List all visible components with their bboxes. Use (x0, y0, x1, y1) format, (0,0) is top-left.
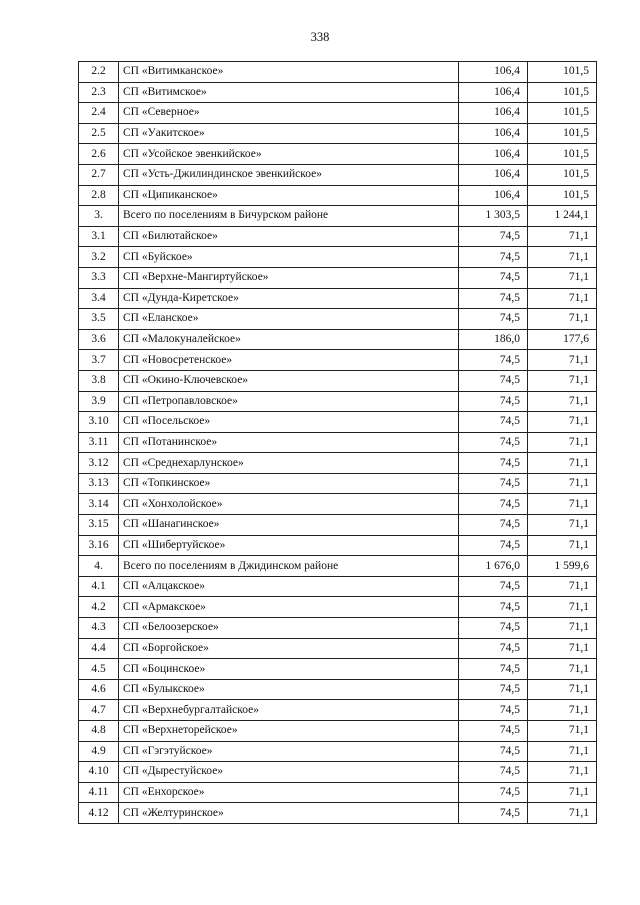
value-1-cell: 74,5 (459, 741, 528, 762)
table-row (79, 638, 597, 659)
table-row (79, 803, 597, 824)
value-1-cell: 106,4 (459, 62, 528, 83)
value-2-cell: 71,1 (528, 535, 597, 556)
row-number-cell: 3.4 (79, 288, 119, 309)
value-2-cell: 71,1 (528, 782, 597, 803)
settlements-table (78, 61, 597, 824)
row-number-cell: 4. (79, 556, 119, 577)
value-2-cell: 71,1 (528, 803, 597, 824)
value-2-cell: 71,1 (528, 453, 597, 474)
row-number-cell: 4.2 (79, 597, 119, 618)
value-2-cell: 71,1 (528, 597, 597, 618)
value-1-cell: 74,5 (459, 803, 528, 824)
settlement-name-cell: СП «Витимканское» (119, 62, 459, 83)
value-1-cell: 74,5 (459, 618, 528, 639)
settlement-name-cell: СП «Усойское эвенкийское» (119, 144, 459, 165)
table-row (79, 288, 597, 309)
table-row (79, 679, 597, 700)
value-2-cell: 1 244,1 (528, 206, 597, 227)
row-number-cell: 2.2 (79, 62, 119, 83)
row-number-cell: 3.7 (79, 350, 119, 371)
table-row (79, 741, 597, 762)
value-1-cell: 74,5 (459, 473, 528, 494)
row-number-cell: 4.3 (79, 618, 119, 639)
settlement-name-cell: СП «Ципиканское» (119, 185, 459, 206)
settlement-name-cell: СП «Новосретенское» (119, 350, 459, 371)
value-2-cell: 71,1 (528, 494, 597, 515)
value-2-cell: 177,6 (528, 329, 597, 350)
value-1-cell: 74,5 (459, 782, 528, 803)
row-number-cell: 3.2 (79, 247, 119, 268)
settlement-name-cell: СП «Шибертуйское» (119, 535, 459, 556)
settlement-name-cell: СП «Дунда-Киретское» (119, 288, 459, 309)
value-1-cell: 74,5 (459, 679, 528, 700)
table-row (79, 473, 597, 494)
row-number-cell: 2.8 (79, 185, 119, 206)
table-row (79, 247, 597, 268)
table-row (79, 700, 597, 721)
table-row (79, 267, 597, 288)
value-2-cell: 101,5 (528, 103, 597, 124)
table-row (79, 123, 597, 144)
settlement-name-cell: Всего по поселениям в Бичурском районе (119, 206, 459, 227)
value-2-cell: 71,1 (528, 309, 597, 330)
settlement-name-cell: СП «Посельское» (119, 412, 459, 433)
row-number-cell: 3.10 (79, 412, 119, 433)
row-number-cell: 3.6 (79, 329, 119, 350)
row-number-cell: 2.3 (79, 82, 119, 103)
table-row (79, 659, 597, 680)
row-number-cell: 4.1 (79, 576, 119, 597)
row-number-cell: 4.8 (79, 721, 119, 742)
value-1-cell: 106,4 (459, 103, 528, 124)
row-number-cell: 4.10 (79, 762, 119, 783)
table-row (79, 144, 597, 165)
row-number-cell: 4.12 (79, 803, 119, 824)
row-number-cell: 2.5 (79, 123, 119, 144)
table-row (79, 515, 597, 536)
value-1-cell: 1 676,0 (459, 556, 528, 577)
table-row (79, 226, 597, 247)
value-2-cell: 71,1 (528, 638, 597, 659)
value-1-cell: 186,0 (459, 329, 528, 350)
table-row (79, 82, 597, 103)
value-1-cell: 74,5 (459, 288, 528, 309)
row-number-cell: 3.13 (79, 473, 119, 494)
value-2-cell: 71,1 (528, 391, 597, 412)
settlement-name-cell: СП «Булыкское» (119, 679, 459, 700)
table-row (79, 309, 597, 330)
value-1-cell: 74,5 (459, 267, 528, 288)
value-2-cell: 101,5 (528, 62, 597, 83)
table-row (79, 164, 597, 185)
value-1-cell: 74,5 (459, 576, 528, 597)
table-row (79, 370, 597, 391)
value-2-cell: 1 599,6 (528, 556, 597, 577)
value-1-cell: 74,5 (459, 370, 528, 391)
settlement-name-cell: СП «Билютайское» (119, 226, 459, 247)
row-number-cell: 2.6 (79, 144, 119, 165)
row-number-cell: 4.7 (79, 700, 119, 721)
table-row (79, 185, 597, 206)
value-2-cell: 101,5 (528, 185, 597, 206)
value-2-cell: 101,5 (528, 144, 597, 165)
settlement-name-cell: СП «Белоозерское» (119, 618, 459, 639)
settlement-name-cell: СП «Гэгэтуйское» (119, 741, 459, 762)
settlement-name-cell: СП «Хонхолойское» (119, 494, 459, 515)
table-row (79, 103, 597, 124)
value-2-cell: 71,1 (528, 741, 597, 762)
value-2-cell: 71,1 (528, 515, 597, 536)
settlement-name-cell: СП «Шанагинское» (119, 515, 459, 536)
value-2-cell: 101,5 (528, 123, 597, 144)
value-1-cell: 74,5 (459, 535, 528, 556)
value-2-cell: 71,1 (528, 267, 597, 288)
value-2-cell: 101,5 (528, 164, 597, 185)
table-row (79, 206, 597, 227)
value-1-cell: 74,5 (459, 700, 528, 721)
value-2-cell: 71,1 (528, 659, 597, 680)
value-2-cell: 71,1 (528, 700, 597, 721)
row-number-cell: 2.7 (79, 164, 119, 185)
value-1-cell: 74,5 (459, 309, 528, 330)
value-2-cell: 71,1 (528, 226, 597, 247)
table-row (79, 329, 597, 350)
table-row (79, 597, 597, 618)
value-2-cell: 71,1 (528, 370, 597, 391)
settlement-name-cell: СП «Среднехарлунское» (119, 453, 459, 474)
settlement-name-cell: СП «Уакитское» (119, 123, 459, 144)
table-row (79, 535, 597, 556)
value-1-cell: 74,5 (459, 515, 528, 536)
row-number-cell: 3.14 (79, 494, 119, 515)
table-row (79, 453, 597, 474)
value-2-cell: 71,1 (528, 762, 597, 783)
table-row (79, 350, 597, 371)
row-number-cell: 4.9 (79, 741, 119, 762)
table-row (79, 412, 597, 433)
value-1-cell: 74,5 (459, 762, 528, 783)
table-row (79, 556, 597, 577)
value-2-cell: 101,5 (528, 82, 597, 103)
value-1-cell: 74,5 (459, 494, 528, 515)
row-number-cell: 3.5 (79, 309, 119, 330)
settlement-name-cell: СП «Армакское» (119, 597, 459, 618)
table-row (79, 432, 597, 453)
value-2-cell: 71,1 (528, 247, 597, 268)
settlement-name-cell: СП «Усть-Джилиндинское эвенкийское» (119, 164, 459, 185)
row-number-cell: 3.3 (79, 267, 119, 288)
settlement-name-cell: СП «Потанинское» (119, 432, 459, 453)
page-number: 338 (310, 30, 330, 44)
row-number-cell: 3.1 (79, 226, 119, 247)
row-number-cell: 4.6 (79, 679, 119, 700)
settlement-name-cell: СП «Верхне-Мангиртуйское» (119, 267, 459, 288)
value-1-cell: 74,5 (459, 638, 528, 659)
value-2-cell: 71,1 (528, 473, 597, 494)
value-1-cell: 106,4 (459, 185, 528, 206)
row-number-cell: 3.11 (79, 432, 119, 453)
value-1-cell: 74,5 (459, 659, 528, 680)
value-1-cell: 74,5 (459, 391, 528, 412)
value-1-cell: 74,5 (459, 432, 528, 453)
settlement-name-cell: СП «Желтуринское» (119, 803, 459, 824)
settlement-name-cell: СП «Буйское» (119, 247, 459, 268)
table-row (79, 391, 597, 412)
settlement-name-cell: СП «Топкинское» (119, 473, 459, 494)
table-row (79, 721, 597, 742)
value-1-cell: 74,5 (459, 412, 528, 433)
row-number-cell: 4.5 (79, 659, 119, 680)
table-row (79, 62, 597, 83)
settlement-name-cell: СП «Боцинское» (119, 659, 459, 680)
value-2-cell: 71,1 (528, 679, 597, 700)
value-2-cell: 71,1 (528, 288, 597, 309)
value-1-cell: 74,5 (459, 597, 528, 618)
value-2-cell: 71,1 (528, 432, 597, 453)
row-number-cell: 3. (79, 206, 119, 227)
settlement-name-cell: СП «Верхнебургалтайское» (119, 700, 459, 721)
row-number-cell: 3.12 (79, 453, 119, 474)
value-1-cell: 74,5 (459, 247, 528, 268)
table-row (79, 782, 597, 803)
value-1-cell: 106,4 (459, 144, 528, 165)
settlement-name-cell: СП «Верхнеторейское» (119, 721, 459, 742)
value-1-cell: 74,5 (459, 453, 528, 474)
settlement-name-cell: СП «Витимское» (119, 82, 459, 103)
settlement-name-cell: СП «Дырестуйское» (119, 762, 459, 783)
settlement-name-cell: СП «Петропавловское» (119, 391, 459, 412)
settlement-name-cell: СП «Окино-Ключевское» (119, 370, 459, 391)
row-number-cell: 3.15 (79, 515, 119, 536)
value-1-cell: 74,5 (459, 721, 528, 742)
settlement-name-cell: СП «Малокуналейское» (119, 329, 459, 350)
settlement-name-cell: СП «Енхорское» (119, 782, 459, 803)
settlement-name-cell: Всего по поселениям в Джидинском районе (119, 556, 459, 577)
settlement-name-cell: СП «Боргойское» (119, 638, 459, 659)
value-1-cell: 106,4 (459, 82, 528, 103)
row-number-cell: 3.8 (79, 370, 119, 391)
value-1-cell: 1 303,5 (459, 206, 528, 227)
table-row (79, 494, 597, 515)
value-1-cell: 106,4 (459, 123, 528, 144)
row-number-cell: 2.4 (79, 103, 119, 124)
settlement-name-cell: СП «Еланское» (119, 309, 459, 330)
value-2-cell: 71,1 (528, 350, 597, 371)
value-2-cell: 71,1 (528, 576, 597, 597)
value-1-cell: 106,4 (459, 164, 528, 185)
settlement-name-cell: СП «Алцакское» (119, 576, 459, 597)
value-1-cell: 74,5 (459, 226, 528, 247)
value-2-cell: 71,1 (528, 721, 597, 742)
table-row (79, 576, 597, 597)
table-row (79, 618, 597, 639)
value-2-cell: 71,1 (528, 412, 597, 433)
value-2-cell: 71,1 (528, 618, 597, 639)
row-number-cell: 3.9 (79, 391, 119, 412)
row-number-cell: 4.4 (79, 638, 119, 659)
table-row (79, 762, 597, 783)
row-number-cell: 4.11 (79, 782, 119, 803)
row-number-cell: 3.16 (79, 535, 119, 556)
table-body (79, 62, 597, 824)
value-1-cell: 74,5 (459, 350, 528, 371)
settlement-name-cell: СП «Северное» (119, 103, 459, 124)
